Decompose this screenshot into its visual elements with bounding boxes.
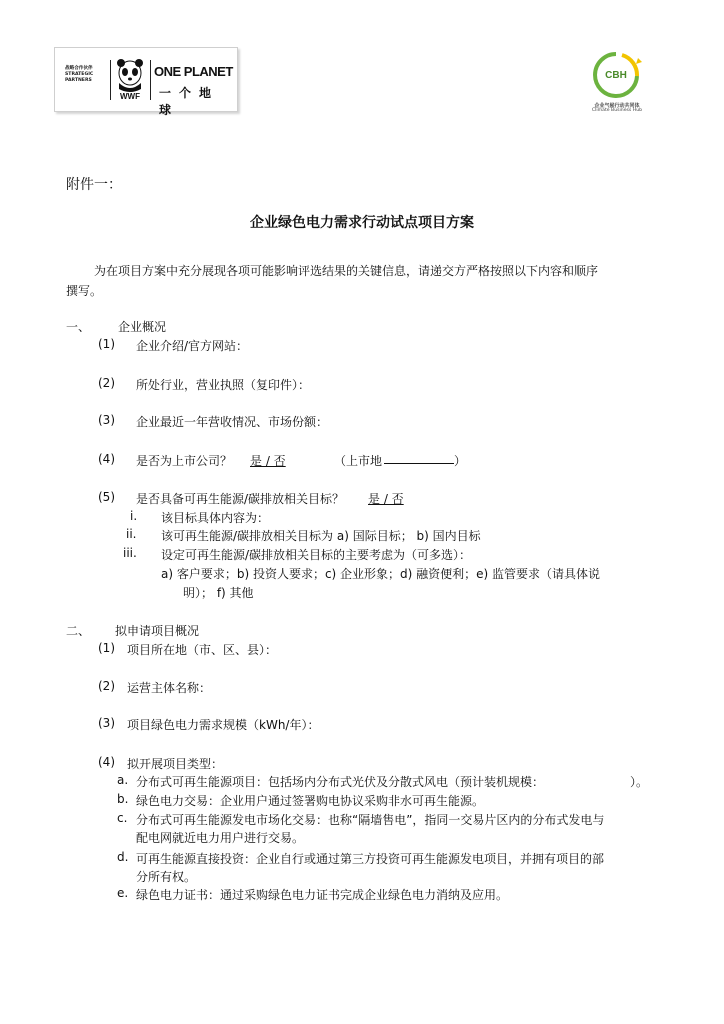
s2-item-1-num: (1) xyxy=(98,641,115,655)
wwf-text: WWF xyxy=(120,92,140,101)
type-d-text-2: 分所有权。 xyxy=(136,870,197,884)
section-2-title: 拟申请项目概况 xyxy=(115,624,200,638)
s2-item-4-text: 拟开展项目类型： xyxy=(127,757,224,771)
strategic-partners-label: 战略合作伙伴 STRATEGIC PARTNERS xyxy=(65,66,94,83)
s2-item-3-num: (3) xyxy=(98,716,115,730)
s1-item-5-text: 是否具备可再生能源/碳排放相关目标？ xyxy=(136,492,345,506)
type-d-text-1: 可再生能源直接投资：企业自行或通过第三方投资可再生能源发电项目，并拥有项目的部 xyxy=(136,852,605,866)
section-2-number: 二、 xyxy=(66,624,91,638)
s2-item-2-text: 运营主体名称： xyxy=(127,681,212,695)
s1-sub-ii-text: 该可再生能源/碳排放相关目标为 a) 国际目标； b) 国内目标 xyxy=(161,529,481,543)
s1-item-1-num: (1) xyxy=(98,337,115,351)
type-d-num: d. xyxy=(117,850,129,864)
s1-item-4-num: (4) xyxy=(98,452,115,466)
type-c-text-1: 分布式可再生能源发电市场化交易：也称“隔墙售电”，指同一交易片区内的分布式发电与 xyxy=(136,813,605,827)
type-b-num: b. xyxy=(117,792,129,806)
listing-location-field[interactable] xyxy=(384,452,454,464)
logo-divider xyxy=(110,60,111,100)
s2-item-2-num: (2) xyxy=(98,679,115,693)
section-1-number: 一、 xyxy=(66,320,91,334)
s1-item-3-text: 企业最近一年营收情况、市场份额： xyxy=(136,415,329,429)
section-1-title: 企业概况 xyxy=(118,320,167,334)
s1-item-2-text: 所处行业，营业执照（复印件）： xyxy=(136,378,311,392)
s1-item-2-num: (2) xyxy=(98,376,115,390)
listed-company-choice[interactable]: 是 / 否 xyxy=(250,454,286,468)
type-e-num: e. xyxy=(117,886,129,900)
s1-sub-iii-num: iii. xyxy=(123,546,137,560)
type-b-text: 绿色电力交易：企业用户通过签署购电协议采购非水可再生能源。 xyxy=(136,794,485,808)
wwf-one-planet-logo xyxy=(54,47,238,117)
type-c-num: c. xyxy=(117,811,128,825)
s2-item-3-text: 项目绿色电力需求规模（kWh/年）： xyxy=(127,718,320,732)
cbh-badge-text: CBH xyxy=(605,70,627,81)
type-a-num: a. xyxy=(117,773,129,787)
s1-sub-iii-text: 设定可再生能源/碳排放相关目标的主要考虑为（可多选）： xyxy=(161,548,472,562)
page-title: 企业绿色电力需求行动试点项目方案 xyxy=(250,215,474,231)
s1-item-1-text: 企业介绍/官方网站： xyxy=(136,339,249,353)
panda-icon xyxy=(113,57,147,101)
s2-item-1-text: 项目所在地（市、区、县）： xyxy=(127,643,278,657)
one-planet-label: ONE PLANET xyxy=(154,64,233,79)
one-planet-cn-label: 一个地球 xyxy=(159,86,220,117)
s1-sub-a-line-1: a) 客户要求；b) 投资人要求；c) 企业形象；d) 融资便利；e) 监管要求（请具体说 xyxy=(161,567,601,581)
attachment-label: 附件一： xyxy=(66,177,122,193)
s1-item-4-text: 是否为上市公司？ xyxy=(136,454,233,468)
s1-sub-ii-num: ii. xyxy=(126,527,137,541)
s2-item-4-num: (4) xyxy=(98,755,115,769)
target-choice[interactable]: 是 / 否 xyxy=(368,492,404,506)
cbh-cn-name: 企业气候行动共同体 xyxy=(594,103,640,109)
type-a-text: 分布式可再生能源项目：包括场内分布式光伏及分散式风电（预计装机规模： xyxy=(136,775,545,789)
type-a-end: ）。 xyxy=(630,775,649,789)
s1-sub-i-text: 该目标具体内容为： xyxy=(161,511,270,525)
intro-line-2: 撰写。 xyxy=(66,284,103,298)
s1-item-3-num: (3) xyxy=(98,413,115,427)
cbh-logo xyxy=(586,50,646,100)
listing-location-label: （上市地 xyxy=(334,454,383,468)
s1-sub-i-num: i. xyxy=(130,509,138,523)
type-e-text: 绿色电力证书：通过采购绿色电力证书完成企业绿色电力消纳及应用。 xyxy=(136,888,509,902)
s1-sub-a-line-2: 明）； f) 其他 xyxy=(183,586,254,600)
type-c-text-2: 配电网就近电力用户进行交易。 xyxy=(136,831,305,845)
intro-line-1: 为在项目方案中充分展现各项可能影响评选结果的关键信息，请递交方严格按照以下内容和顺序 xyxy=(94,264,599,278)
cbh-en-name: Climate Business Hub xyxy=(591,108,643,113)
listing-location-close: ） xyxy=(454,454,467,468)
logo-divider xyxy=(150,60,151,100)
s1-item-5-num: (5) xyxy=(98,490,115,504)
